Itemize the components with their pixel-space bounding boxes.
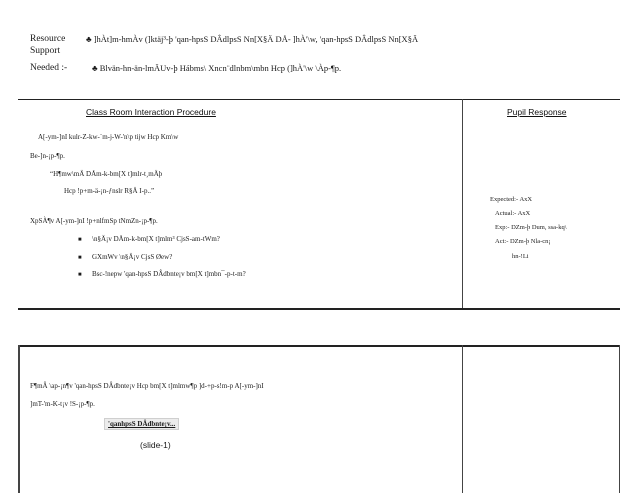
slide-link[interactable]: 'qanhpsS DÂdbnte¡v... — [104, 418, 179, 430]
slide-number: (slide-1) — [140, 440, 171, 450]
actual-label: Actual:- — [495, 210, 517, 217]
table2-column-divider — [462, 345, 463, 493]
question-bullet: ■ Bsc-!nepw 'qan-hpsS DÂdbnte¡v bm[X t]mbn¯-p-t-m? — [92, 270, 246, 278]
act-value-cont: hn-!Li — [512, 253, 529, 260]
actual-response — [495, 210, 530, 217]
table1-top-border — [18, 99, 620, 100]
support-label: Support — [30, 46, 61, 56]
question-bullet: ■ \n§Ä¡v DÅm-k-bm[X t]mlm³ CjsS-am-tWm? — [92, 235, 220, 243]
procedure-quote-line: Hcp !p+m-ä-¡n-ƒnslr R§Ä I-p..” — [64, 187, 155, 195]
question-bullet: ■ GXmWv \n§Ä¡v CjsS Øew? — [92, 253, 172, 261]
table1-bottom-border — [18, 308, 620, 310]
exp-label: Exp:- — [495, 224, 510, 231]
needed-label: Needed :- — [30, 63, 68, 73]
expected-label: Expected:- — [490, 196, 519, 203]
needed-text: ♣ Blvän-hn-än-lmÄUv-þ Hábms\ Xncn¨dlnbm\mbn Hcp (]hÀ'\w \Àp-¶p. — [92, 63, 342, 73]
expected-value: AxX — [519, 196, 533, 203]
pupil-response-header: Pupil Response — [507, 107, 567, 117]
act-label: Act:- — [495, 238, 509, 245]
procedure-line: XpSÀ¶v A[-ym-]nI !p+nlfmSp tNmZn-¡p-¶p. — [30, 217, 158, 225]
resource-label: Resource — [30, 34, 66, 44]
actual-value: AxX — [517, 210, 531, 217]
table2-top-border — [18, 345, 620, 347]
table1-column-divider — [462, 99, 463, 308]
act-value: DZm-þ Nla-cn¡ — [509, 238, 551, 245]
exp-response — [495, 224, 567, 231]
table2-left-border — [18, 345, 20, 493]
procedure-line: Be-]n-¡p-¶p. — [30, 152, 65, 160]
table2-right-border — [619, 345, 620, 493]
procedure-quote-line: “H¶mw\mÄ DÅm-k-bm[X t]mlr-t¸mÄþ — [50, 170, 163, 178]
story-line: ]mT-'m-K-t¡v !S-¡p-¶p. — [30, 400, 95, 408]
story-line: F¶mÂ \ap-¡n¶v 'qan-hpsS DÂdbnte¡v Hcp bm[X t]mlmw¶p ]d-+p-s!m-p A[-ym-]nI — [30, 382, 264, 390]
procedure-line: A[-ym-]nI kulr-Z-kw-`m-j-W-'n\p tijw Hcp Km\w — [38, 133, 179, 141]
resource-text: ♣ ]hÀt]m-hmÀv (]ktäj³-þ 'qan-hpsS DÂdlpsS Nn[X§Ä DÅ- ]hÀ'\w, 'qan-hpsS DÂdlpsS Nn[X§Ä — [86, 34, 419, 44]
expected-response — [490, 196, 532, 203]
class-room-procedure-header: Class Room Interaction Procedure — [86, 107, 216, 117]
exp-value: DZm-þ Dum, ssa-kq\ — [511, 224, 567, 231]
act-response — [495, 238, 551, 245]
